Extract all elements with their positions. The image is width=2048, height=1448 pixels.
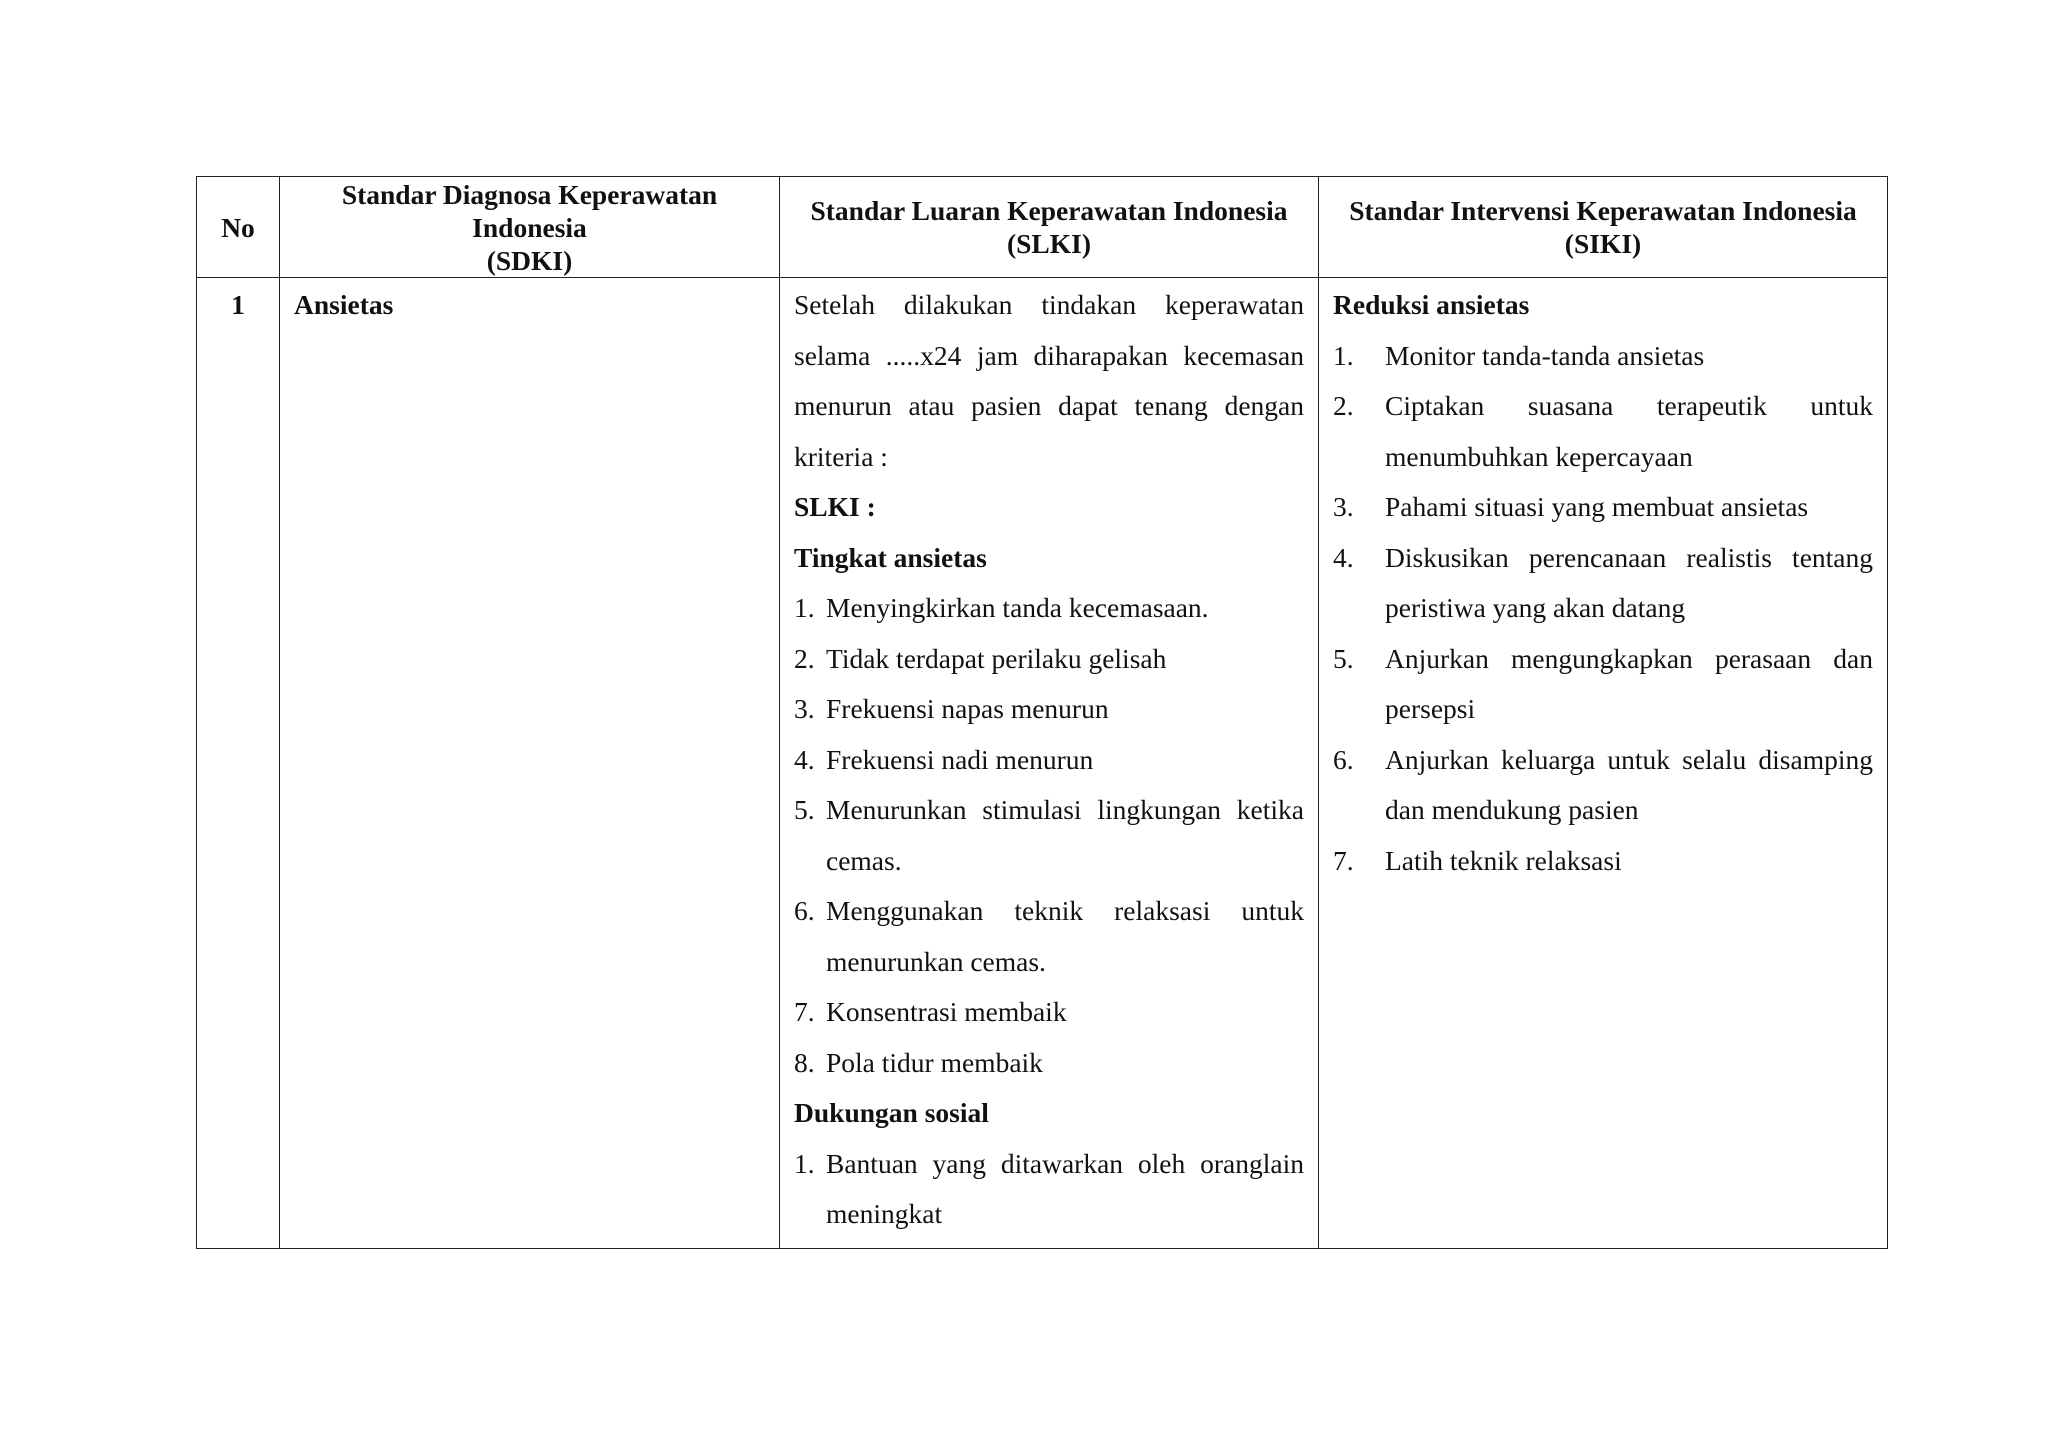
- header-sdki: [280, 177, 780, 278]
- list-item: [1333, 634, 1873, 735]
- list-item-text: Pahami situasi yang membuat ansietas: [1385, 491, 1809, 522]
- table-body: [197, 278, 1888, 1249]
- siki-cell: [1319, 278, 1888, 1249]
- list-item-number: 1.: [794, 592, 815, 623]
- header-siki: [1319, 177, 1888, 278]
- list-item: [1333, 482, 1873, 533]
- list-item-number: 1.: [1333, 339, 1354, 371]
- header-no-label: No: [221, 211, 255, 243]
- list-item-number: 7.: [794, 996, 815, 1027]
- slki-intro: [794, 280, 1304, 482]
- list-item-number: 6.: [794, 895, 815, 926]
- list-item-number: 3.: [1333, 491, 1354, 522]
- list-item-number: 2.: [1333, 390, 1354, 421]
- header-siki-line: (SIKI): [1564, 228, 1642, 259]
- list-item-number: 7.: [1333, 844, 1354, 876]
- list-item-text: Menyingkirkan tanda kecemasaan.: [826, 592, 1209, 623]
- slki-intro-line: Setelah dilakukan tindakan keperawatan: [794, 289, 1304, 320]
- list-item-text: Ciptakan suasana terapeutik untuk menumbuhkan kepercayaan: [1385, 390, 1873, 472]
- list-item-text: Frekuensi napas menurun: [826, 693, 1109, 724]
- list-item: [1333, 836, 1873, 887]
- slki-label: SLKI :: [794, 491, 876, 522]
- list-item-number: 4.: [794, 743, 815, 775]
- list-item: [1333, 533, 1873, 634]
- list-item: [1333, 331, 1873, 382]
- list-item-text: Monitor tanda-tanda ansietas: [1385, 339, 1705, 371]
- header-siki-line: Standar Intervensi Keperawatan Indonesia: [1349, 195, 1857, 226]
- list-item: [794, 785, 1304, 886]
- list-item: [794, 583, 1304, 634]
- list-item-number: 6.: [1333, 743, 1354, 775]
- table-row: [197, 278, 1888, 1249]
- list-item: [794, 1038, 1304, 1089]
- list-item: [1333, 735, 1873, 836]
- list-item-text: Konsentrasi membaik: [826, 996, 1067, 1027]
- header-slki: [780, 177, 1319, 278]
- list-item-number: 8.: [794, 1046, 815, 1078]
- header-sdki-line: Standar Diagnosa Keperawatan: [341, 178, 718, 210]
- list-item-text: Diskusikan perencanaan realistis tentang peristiwa yang akan datang: [1385, 541, 1873, 623]
- list-item-number: 2.: [794, 642, 815, 674]
- list-item: [794, 684, 1304, 735]
- list-item-number: 3.: [794, 693, 815, 724]
- list-item-text: Bantuan yang ditawarkan oleh oranglain meningkat: [826, 1147, 1304, 1229]
- siki-title: Reduksi ansietas: [1333, 289, 1530, 320]
- list-item-number: 4.: [1333, 541, 1354, 573]
- list-item: [794, 735, 1304, 786]
- list-item: [794, 1139, 1304, 1240]
- slki-intro-line: menurun atau pasien dapat tenang dengan: [794, 390, 1304, 421]
- slki-outcome-list: [794, 583, 1304, 1088]
- slki-cell: [780, 278, 1319, 1249]
- list-item-number: 5.: [794, 794, 815, 825]
- list-item-text: Anjurkan keluarga untuk selalu disamping dan mendukung pasien: [1385, 743, 1873, 825]
- slki-intro-line: kriteria :: [794, 440, 888, 472]
- diagnosis-label: Ansietas: [294, 289, 394, 320]
- list-item-text: Menurunkan stimulasi lingkungan ketika cemas.: [826, 794, 1304, 876]
- list-item-text: Menggunakan teknik relaksasi untuk menurunkan cemas.: [826, 895, 1304, 977]
- list-item: [1333, 381, 1873, 482]
- list-item-text: Tidak terdapat perilaku gelisah: [826, 642, 1167, 674]
- row-number: 1: [197, 278, 280, 1249]
- slki-section-title: Tingkat ansietas: [794, 541, 987, 573]
- slki-support-list: [794, 1139, 1304, 1240]
- nursing-care-plan-table: [196, 176, 1888, 1249]
- slki-section-title: Dukungan sosial: [794, 1097, 989, 1128]
- header-slki-line: (SLKI): [1006, 228, 1092, 259]
- list-item-text: Frekuensi nadi menurun: [826, 743, 1094, 775]
- siki-intervention-list: [1333, 331, 1873, 887]
- list-item-text: Anjurkan mengungkapkan perasaan dan persepsi: [1385, 642, 1873, 724]
- table-header: [197, 177, 1888, 278]
- header-row: [197, 177, 1888, 278]
- list-item: [794, 634, 1304, 685]
- diagnosis-cell: [280, 278, 780, 1249]
- list-item-number: 1.: [794, 1147, 815, 1179]
- list-item-text: Pola tidur membaik: [826, 1046, 1043, 1078]
- list-item-number: 5.: [1333, 642, 1354, 674]
- header-slki-line: Standar Luaran Keperawatan Indonesia: [810, 195, 1288, 226]
- header-sdki-line: Indonesia: [472, 211, 587, 243]
- header-no: [197, 177, 280, 278]
- list-item: [794, 987, 1304, 1038]
- list-item: [794, 886, 1304, 987]
- header-sdki-line: (SDKI): [486, 244, 573, 276]
- list-item-text: Latih teknik relaksasi: [1385, 844, 1622, 876]
- slki-intro-line: selama .....x24 jam diharapakan kecemasan: [794, 339, 1304, 371]
